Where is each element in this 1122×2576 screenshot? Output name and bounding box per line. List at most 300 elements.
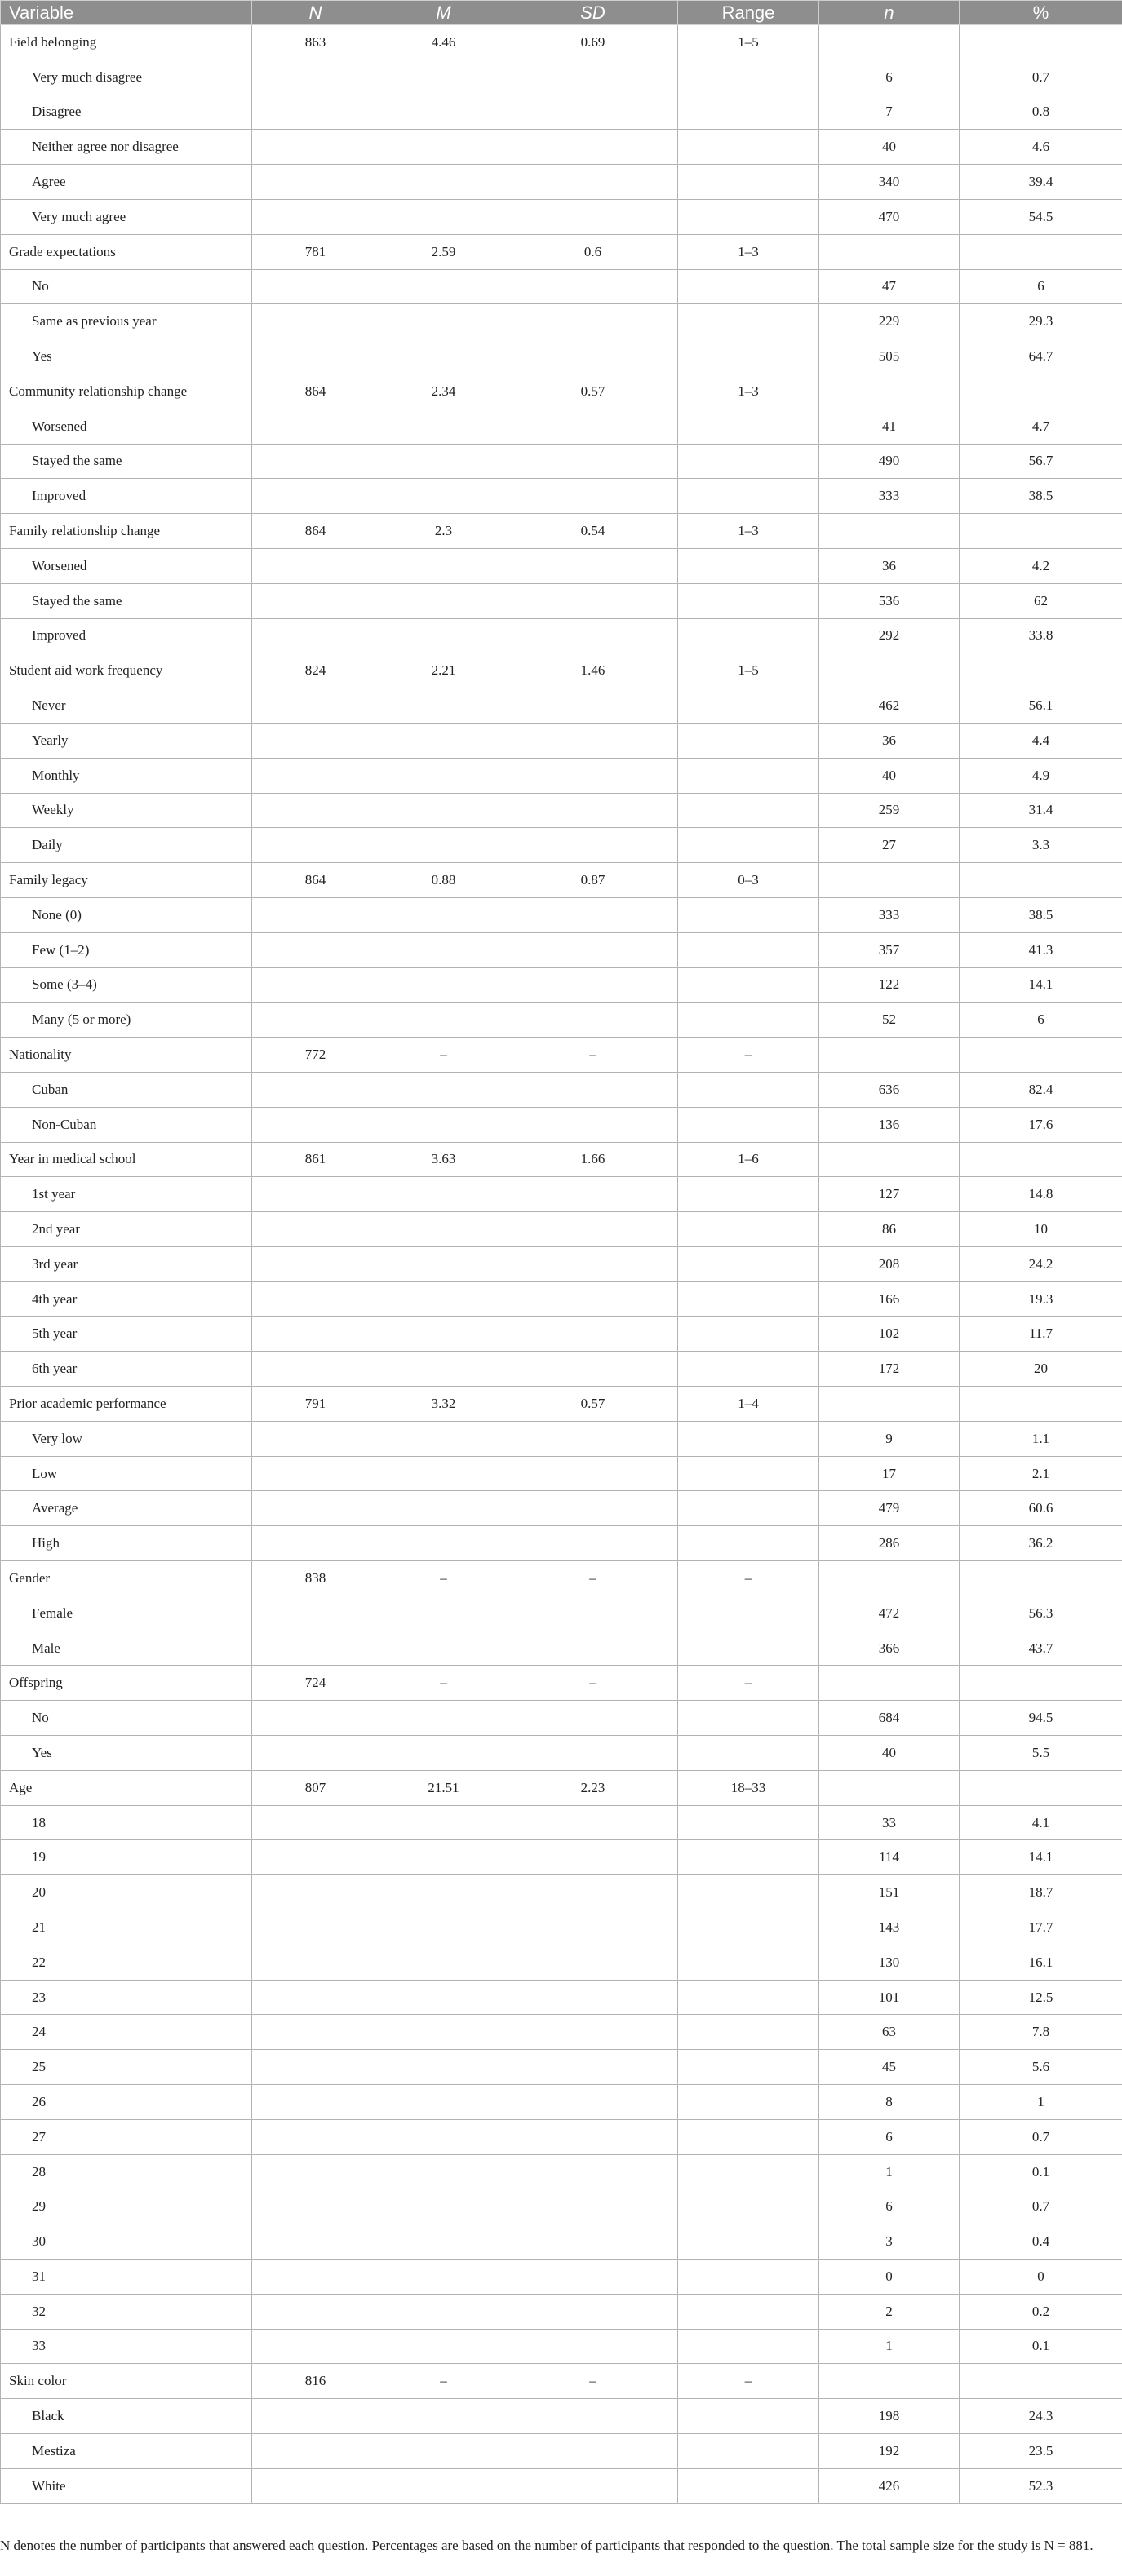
cell-mean: [379, 2294, 508, 2329]
table-row-variable: [1, 1561, 1122, 1596]
cell-n-total: [252, 2154, 379, 2189]
cell-n: 63: [819, 2015, 960, 2050]
table-row-category: [1, 339, 1122, 374]
cell-n-total: [252, 304, 379, 339]
cell-percent: 0.1: [960, 2329, 1122, 2364]
cell-percent: 38.5: [960, 897, 1122, 932]
table-row-category: [1, 304, 1122, 339]
cell-percent: 54.5: [960, 199, 1122, 234]
cell-n-total: 838: [252, 1561, 379, 1596]
cell-n: 333: [819, 897, 960, 932]
cell-percent: 0.7: [960, 2119, 1122, 2154]
cell-range: [678, 1701, 819, 1736]
cell-mean: [379, 1003, 508, 1038]
cell-percent: 1.1: [960, 1421, 1122, 1456]
table-row-category: [1, 1596, 1122, 1631]
cell-n-total: [252, 1701, 379, 1736]
cell-range: [678, 1631, 819, 1666]
cell-mean: 4.46: [379, 25, 508, 60]
cell-percent: [960, 25, 1122, 60]
cell-percent: 3.3: [960, 828, 1122, 863]
cell-percent: 0.7: [960, 2189, 1122, 2224]
cell-n: [819, 1770, 960, 1805]
cell-variable: Family relationship change: [1, 514, 252, 549]
cell-percent: 24.2: [960, 1246, 1122, 1281]
cell-n-total: [252, 1421, 379, 1456]
table-row-category: [1, 828, 1122, 863]
table-row-variable: [1, 234, 1122, 269]
cell-range: [678, 2119, 819, 2154]
header-sd: SD: [508, 1, 678, 25]
cell-n-total: [252, 1910, 379, 1945]
cell-sd: [508, 1701, 678, 1736]
cell-sd: [508, 828, 678, 863]
cell-variable: Agree: [1, 165, 252, 200]
cell-percent: 17.7: [960, 1910, 1122, 1945]
cell-percent: 56.7: [960, 444, 1122, 479]
cell-n-total: 781: [252, 234, 379, 269]
cell-percent: [960, 863, 1122, 898]
cell-percent: 4.9: [960, 758, 1122, 793]
cell-range: [678, 409, 819, 444]
cell-percent: 4.1: [960, 1805, 1122, 1840]
cell-percent: [960, 1666, 1122, 1701]
table-header: [1, 1, 1122, 25]
cell-variable: No: [1, 1701, 252, 1736]
cell-variable: 5th year: [1, 1317, 252, 1352]
table-row-category: [1, 479, 1122, 514]
cell-variable: Improved: [1, 479, 252, 514]
table-row-category: [1, 2433, 1122, 2468]
table-row-variable: [1, 1770, 1122, 1805]
table-row-category: [1, 583, 1122, 618]
cell-percent: 16.1: [960, 1945, 1122, 1980]
cell-range: [678, 583, 819, 618]
cell-range: [678, 1246, 819, 1281]
cell-range: [678, 897, 819, 932]
cell-n-total: [252, 409, 379, 444]
cell-sd: [508, 2015, 678, 2050]
cell-n: 102: [819, 1317, 960, 1352]
cell-n-total: [252, 2189, 379, 2224]
cell-percent: 2.1: [960, 1456, 1122, 1491]
cell-percent: [960, 1142, 1122, 1177]
cell-mean: [379, 2468, 508, 2503]
cell-sd: [508, 1107, 678, 1142]
cell-variable: Weekly: [1, 793, 252, 828]
cell-sd: [508, 1875, 678, 1910]
cell-n-total: [252, 1805, 379, 1840]
cell-n: 33: [819, 1805, 960, 1840]
cell-n: 684: [819, 1701, 960, 1736]
cell-variable: Average: [1, 1491, 252, 1526]
cell-variable: Daily: [1, 828, 252, 863]
cell-n-total: [252, 339, 379, 374]
cell-mean: [379, 2399, 508, 2434]
cell-range: [678, 2154, 819, 2189]
cell-n: 259: [819, 793, 960, 828]
cell-sd: [508, 1317, 678, 1352]
cell-n: 6: [819, 2119, 960, 2154]
cell-variable: Very much disagree: [1, 60, 252, 95]
cell-sd: [508, 1456, 678, 1491]
cell-sd: 0.69: [508, 25, 678, 60]
cell-mean: [379, 2119, 508, 2154]
cell-n-total: [252, 1281, 379, 1317]
header-n-total: N: [252, 1, 379, 25]
table-row-category: [1, 793, 1122, 828]
cell-n-total: [252, 2260, 379, 2295]
cell-sd: [508, 1352, 678, 1387]
cell-percent: 4.7: [960, 409, 1122, 444]
cell-range: [678, 1875, 819, 1910]
table-row-category: [1, 2119, 1122, 2154]
cell-mean: [379, 1281, 508, 1317]
cell-sd: [508, 1421, 678, 1456]
cell-mean: [379, 2224, 508, 2260]
cell-n: 36: [819, 723, 960, 758]
cell-range: 1–3: [678, 514, 819, 549]
table-row-category: [1, 967, 1122, 1003]
cell-variable: Non-Cuban: [1, 1107, 252, 1142]
cell-n: 462: [819, 688, 960, 724]
cell-range: [678, 618, 819, 653]
cell-sd: [508, 2154, 678, 2189]
cell-sd: [508, 1945, 678, 1980]
cell-range: [678, 2260, 819, 2295]
cell-mean: [379, 60, 508, 95]
cell-n: 40: [819, 130, 960, 165]
cell-n: 340: [819, 165, 960, 200]
cell-n-total: [252, 2399, 379, 2434]
table-row-category: [1, 2085, 1122, 2120]
table-row-category: [1, 2015, 1122, 2050]
cell-variable: Yearly: [1, 723, 252, 758]
header-n: n: [819, 1, 960, 25]
cell-sd: [508, 1805, 678, 1840]
cell-n-total: [252, 1491, 379, 1526]
cell-range: [678, 2015, 819, 2050]
cell-percent: 5.5: [960, 1736, 1122, 1771]
cell-range: [678, 130, 819, 165]
table-row-category: [1, 2050, 1122, 2085]
cell-n-total: [252, 199, 379, 234]
cell-mean: [379, 688, 508, 724]
cell-n: 505: [819, 339, 960, 374]
table-row-category: [1, 269, 1122, 304]
header-range: Range: [678, 1, 819, 25]
cell-range: –: [678, 2364, 819, 2399]
cell-percent: [960, 1038, 1122, 1073]
cell-n: [819, 1387, 960, 1422]
cell-n-total: [252, 2015, 379, 2050]
cell-mean: [379, 758, 508, 793]
cell-range: [678, 199, 819, 234]
cell-range: [678, 479, 819, 514]
cell-sd: [508, 269, 678, 304]
table-row-category: [1, 1701, 1122, 1736]
cell-n-total: 863: [252, 25, 379, 60]
cell-variable: Female: [1, 1596, 252, 1631]
cell-range: 1–5: [678, 653, 819, 688]
cell-percent: 4.4: [960, 723, 1122, 758]
cell-mean: [379, 897, 508, 932]
cell-sd: [508, 897, 678, 932]
cell-n: 472: [819, 1596, 960, 1631]
cell-range: [678, 1980, 819, 2015]
table-row-category: [1, 1317, 1122, 1352]
cell-range: 1–6: [678, 1142, 819, 1177]
cell-mean: [379, 1875, 508, 1910]
cell-n: [819, 1561, 960, 1596]
cell-mean: [379, 409, 508, 444]
cell-n: 7: [819, 95, 960, 130]
cell-n: 172: [819, 1352, 960, 1387]
cell-mean: [379, 2154, 508, 2189]
cell-n: 0: [819, 2260, 960, 2295]
cell-variable: Mestiza: [1, 2433, 252, 2468]
cell-range: [678, 828, 819, 863]
cell-mean: 3.32: [379, 1387, 508, 1422]
table-row-category: [1, 409, 1122, 444]
cell-n: 1: [819, 2329, 960, 2364]
cell-n-total: [252, 2294, 379, 2329]
cell-mean: [379, 932, 508, 967]
cell-range: 1–4: [678, 1387, 819, 1422]
cell-mean: [379, 2189, 508, 2224]
cell-mean: [379, 1980, 508, 2015]
cell-range: [678, 2468, 819, 2503]
cell-variable: 20: [1, 1875, 252, 1910]
cell-n-total: 724: [252, 1666, 379, 1701]
cell-sd: [508, 967, 678, 1003]
cell-range: [678, 2294, 819, 2329]
table-row-variable: [1, 1387, 1122, 1422]
cell-percent: 0.8: [960, 95, 1122, 130]
cell-mean: [379, 1317, 508, 1352]
cell-n: 45: [819, 2050, 960, 2085]
cell-n-total: [252, 2085, 379, 2120]
cell-percent: [960, 234, 1122, 269]
table-body: [1, 25, 1122, 2504]
cell-sd: [508, 165, 678, 200]
cell-mean: 2.59: [379, 234, 508, 269]
cell-variable: Black: [1, 2399, 252, 2434]
cell-sd: [508, 2119, 678, 2154]
cell-mean: 21.51: [379, 1770, 508, 1805]
cell-n-total: [252, 2050, 379, 2085]
cell-n: 27: [819, 828, 960, 863]
cell-range: [678, 688, 819, 724]
cell-sd: 0.54: [508, 514, 678, 549]
cell-n-total: [252, 1352, 379, 1387]
cell-mean: [379, 165, 508, 200]
cell-n-total: 772: [252, 1038, 379, 1073]
cell-n: 490: [819, 444, 960, 479]
cell-mean: [379, 444, 508, 479]
cell-n-total: [252, 1526, 379, 1561]
table-row-category: [1, 1107, 1122, 1142]
cell-sd: [508, 2224, 678, 2260]
cell-mean: [379, 967, 508, 1003]
table-row-category: [1, 2329, 1122, 2364]
cell-mean: [379, 1421, 508, 1456]
cell-range: –: [678, 1038, 819, 1073]
cell-sd: [508, 1526, 678, 1561]
table-row-variable: [1, 2364, 1122, 2399]
cell-percent: 94.5: [960, 1701, 1122, 1736]
cell-sd: [508, 1910, 678, 1945]
cell-percent: 20: [960, 1352, 1122, 1387]
cell-variable: Few (1–2): [1, 932, 252, 967]
cell-sd: [508, 758, 678, 793]
cell-percent: 56.1: [960, 688, 1122, 724]
cell-sd: [508, 2085, 678, 2120]
cell-percent: 14.8: [960, 1177, 1122, 1212]
cell-n: 470: [819, 199, 960, 234]
cell-n-total: [252, 269, 379, 304]
cell-n: 229: [819, 304, 960, 339]
cell-variable: 31: [1, 2260, 252, 2295]
cell-mean: [379, 199, 508, 234]
cell-sd: –: [508, 1666, 678, 1701]
cell-percent: [960, 2364, 1122, 2399]
table-row-category: [1, 1456, 1122, 1491]
cell-variable: 24: [1, 2015, 252, 2050]
cell-mean: –: [379, 1038, 508, 1073]
cell-variable: Age: [1, 1770, 252, 1805]
cell-percent: [960, 514, 1122, 549]
cell-percent: 12.5: [960, 1980, 1122, 2015]
table-row-category: [1, 2189, 1122, 2224]
cell-range: [678, 1177, 819, 1212]
cell-percent: [960, 1561, 1122, 1596]
cell-n: 286: [819, 1526, 960, 1561]
cell-variable: Stayed the same: [1, 444, 252, 479]
cell-sd: 0.57: [508, 1387, 678, 1422]
cell-sd: [508, 793, 678, 828]
cell-variable: 25: [1, 2050, 252, 2085]
cell-variable: 21: [1, 1910, 252, 1945]
table-row-category: [1, 2224, 1122, 2260]
cell-variable: 27: [1, 2119, 252, 2154]
cell-mean: [379, 2260, 508, 2295]
cell-n-total: 816: [252, 2364, 379, 2399]
cell-n-total: [252, 1840, 379, 1875]
cell-variable: Never: [1, 688, 252, 724]
table-row-category: [1, 688, 1122, 724]
cell-range: [678, 1945, 819, 1980]
table-row-category: [1, 444, 1122, 479]
cell-mean: [379, 548, 508, 583]
cell-sd: [508, 2294, 678, 2329]
cell-n: 636: [819, 1072, 960, 1107]
cell-mean: [379, 1945, 508, 1980]
cell-sd: [508, 1980, 678, 2015]
cell-mean: [379, 2050, 508, 2085]
cell-sd: [508, 1072, 678, 1107]
cell-percent: 52.3: [960, 2468, 1122, 2503]
cell-sd: 0.57: [508, 374, 678, 409]
cell-variable: 3rd year: [1, 1246, 252, 1281]
cell-percent: 17.6: [960, 1107, 1122, 1142]
cell-n: 6: [819, 2189, 960, 2224]
table-row-category: [1, 758, 1122, 793]
cell-percent: 19.3: [960, 1281, 1122, 1317]
cell-range: [678, 1003, 819, 1038]
cell-range: [678, 1281, 819, 1317]
cell-variable: High: [1, 1526, 252, 1561]
cell-sd: [508, 2399, 678, 2434]
cell-sd: [508, 60, 678, 95]
cell-sd: [508, 1281, 678, 1317]
cell-sd: –: [508, 1038, 678, 1073]
cell-n-total: [252, 688, 379, 724]
cell-range: 18–33: [678, 1770, 819, 1805]
table-row-category: [1, 2154, 1122, 2189]
cell-variable: 4th year: [1, 1281, 252, 1317]
cell-mean: [379, 1246, 508, 1281]
cell-n: [819, 1666, 960, 1701]
table-row-category: [1, 60, 1122, 95]
cell-range: [678, 1840, 819, 1875]
cell-variable: 29: [1, 2189, 252, 2224]
cell-sd: [508, 1003, 678, 1038]
table-row-category: [1, 1736, 1122, 1771]
cell-sd: [508, 1212, 678, 1247]
cell-mean: [379, 130, 508, 165]
cell-range: [678, 1072, 819, 1107]
cell-range: [678, 1456, 819, 1491]
cell-n-total: [252, 479, 379, 514]
cell-n-total: [252, 444, 379, 479]
cell-n: [819, 514, 960, 549]
cell-n-total: [252, 2329, 379, 2364]
cell-sd: [508, 2468, 678, 2503]
cell-variable: Skin color: [1, 2364, 252, 2399]
cell-range: [678, 1352, 819, 1387]
cell-sd: [508, 1596, 678, 1631]
cell-n: 3: [819, 2224, 960, 2260]
cell-mean: [379, 1212, 508, 1247]
cell-n: 151: [819, 1875, 960, 1910]
cell-range: [678, 1526, 819, 1561]
cell-n-total: [252, 583, 379, 618]
cell-mean: [379, 1805, 508, 1840]
cell-variable: Low: [1, 1456, 252, 1491]
cell-percent: 6: [960, 1003, 1122, 1038]
cell-mean: [379, 828, 508, 863]
table-row-category: [1, 2399, 1122, 2434]
cell-n: 52: [819, 1003, 960, 1038]
cell-sd: [508, 479, 678, 514]
cell-sd: 1.46: [508, 653, 678, 688]
cell-variable: 1st year: [1, 1177, 252, 1212]
cell-percent: 7.8: [960, 2015, 1122, 2050]
cell-n-total: [252, 1631, 379, 1666]
cell-percent: 18.7: [960, 1875, 1122, 1910]
cell-n-total: [252, 1456, 379, 1491]
cell-n-total: [252, 1177, 379, 1212]
cell-n-total: [252, 2224, 379, 2260]
cell-n: 86: [819, 1212, 960, 1247]
cell-n-total: [252, 2468, 379, 2503]
cell-n-total: [252, 793, 379, 828]
cell-mean: [379, 269, 508, 304]
cell-mean: [379, 95, 508, 130]
cell-n: 292: [819, 618, 960, 653]
cell-variable: 2nd year: [1, 1212, 252, 1247]
